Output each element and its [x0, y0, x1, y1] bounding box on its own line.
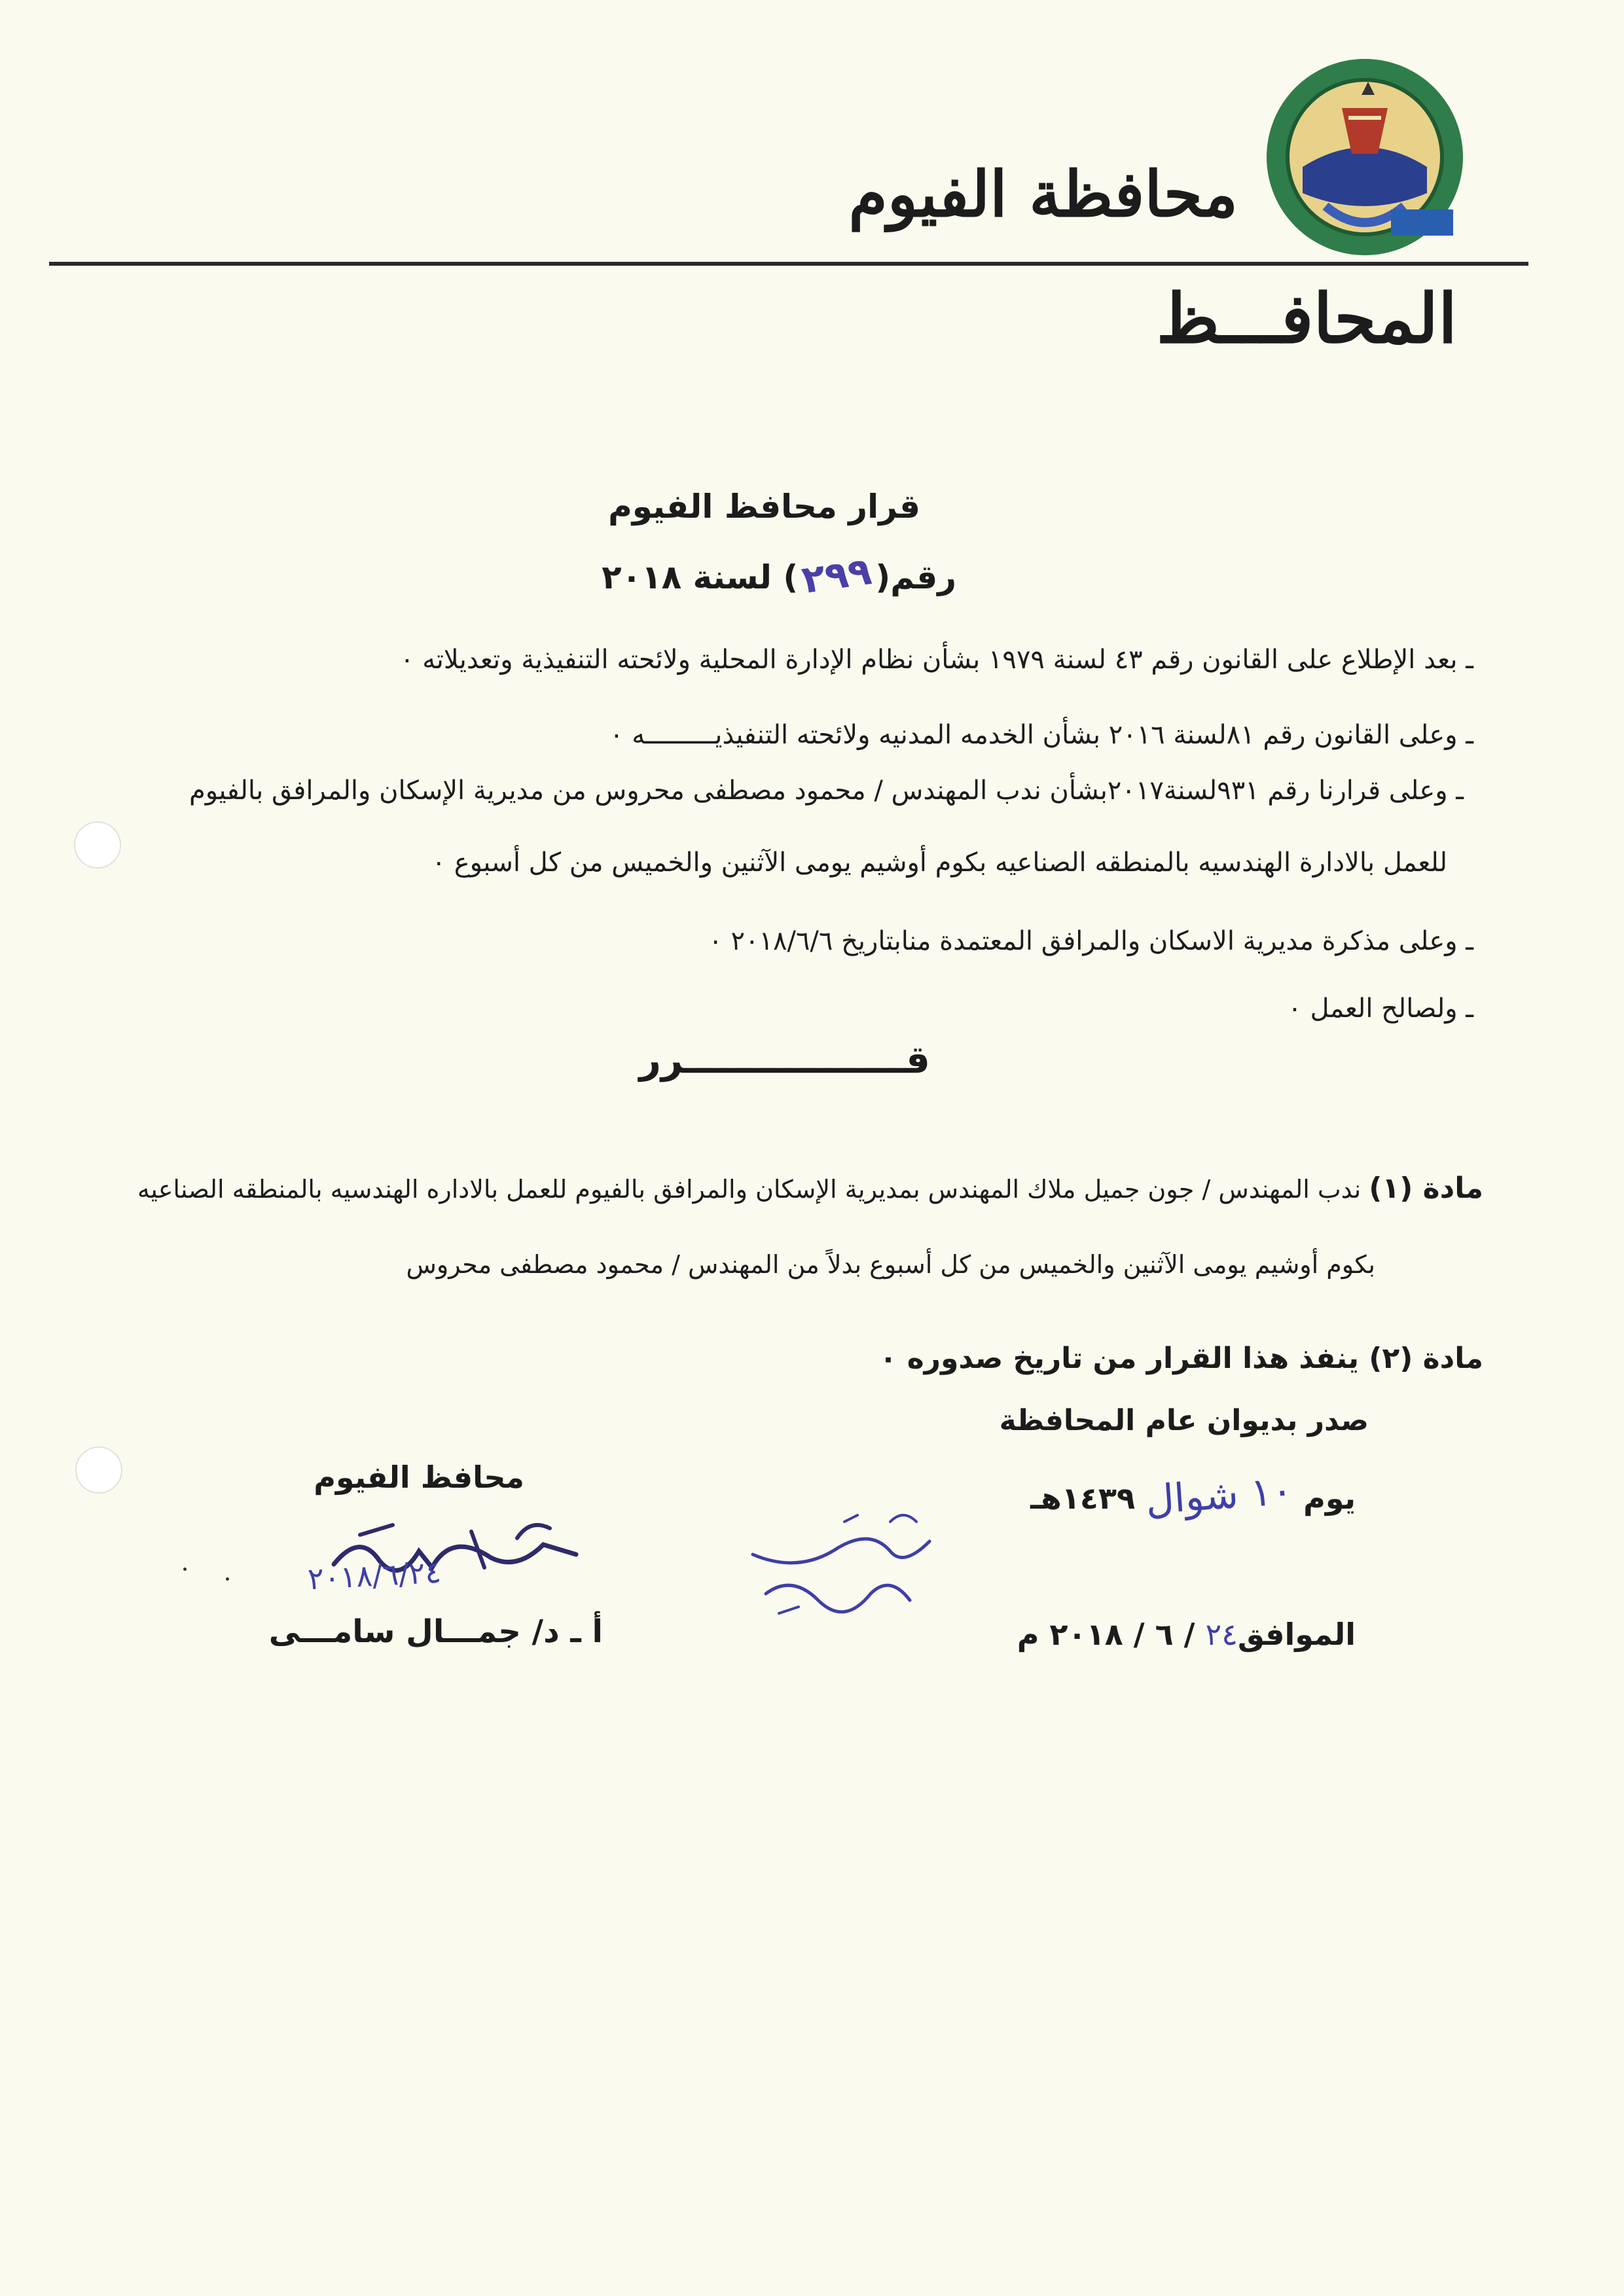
decision-number-prefix: رقم( — [875, 558, 956, 596]
corresponding-rest: / ٦ / ٢٠١٨ م — [1017, 1617, 1195, 1652]
decision-number — [602, 548, 956, 603]
scan-speck — [226, 1577, 229, 1581]
governorate-logo — [1263, 56, 1466, 259]
header-divider — [49, 262, 1528, 266]
punch-hole — [75, 1446, 122, 1494]
signatory-title: محافظ الفيوم — [314, 1460, 524, 1495]
corresponding-label: الموافق — [1237, 1617, 1356, 1652]
preamble-line: ـ بعد الإطلاع على القانون رقم ٤٣ لسنة ١٩٧٩ بشأن نظام الإدارة المحلية ولائحته التنفيذية وتعديلاته ٠ — [400, 645, 1473, 675]
governorate-name: محافظة الفيوم — [848, 157, 1238, 231]
day-handwritten: ١٠ شوال — [1144, 1467, 1295, 1524]
office-title: المحافـــظ — [1156, 278, 1457, 359]
preamble-line: ـ ولصالح العمل ٠ — [1288, 994, 1473, 1024]
issued-at: صدر بديوان عام المحافظة — [999, 1404, 1369, 1437]
article-1-text: ندب المهندس / جون جميل ملاك المهندس بمديرية الإسكان والمرافق بالفيوم للعمل بالاداره الهندسيه بالمنطقه الصناعيه — [137, 1175, 1362, 1204]
gregorian-date — [1017, 1617, 1356, 1652]
decides-heading: قـــــــــــــــــرر — [639, 1037, 930, 1082]
issue-day-line — [1030, 1467, 1356, 1524]
decision-title: قرار محافظ الفيوم — [608, 488, 920, 526]
signature-date: ٢٠١٨/٦/٢٤ — [306, 1554, 442, 1597]
article-2: مادة (٢) ينفذ هذا القرار من تاريخ صدوره ٠ — [879, 1342, 1483, 1375]
article-1-continuation: بكوم أوشيم يومى الآثنين والخميس من كل أسبوع بدلاً من المهندس / محمود مصطفى محروس — [406, 1250, 1375, 1279]
punch-hole — [74, 821, 121, 869]
scan-speck — [183, 1568, 187, 1571]
corresponding-day: ٢٤ — [1205, 1617, 1238, 1652]
article-1-label: مادة (١) — [1369, 1172, 1483, 1205]
decision-number-suffix: ) لسنة ٢٠١٨ — [602, 558, 799, 596]
decision-number-handwritten: ٢٩٩ — [799, 548, 875, 603]
day-label: يوم — [1303, 1480, 1356, 1516]
signatory-name: أ ـ د/ جمـــال سامـــى — [268, 1613, 603, 1650]
preamble-line: للعمل بالادارة الهندسيه بالمنطقه الصناعيه بكوم أوشيم يومى الآثنين والخميس من كل أسبوع ٠ — [431, 848, 1447, 878]
clerk-signature — [740, 1502, 956, 1640]
preamble-line: ـ وعلى مذكرة مديرية الاسكان والمرافق المعتمدة منابتاريخ ٢٠١٨/٦/٦ ٠ — [708, 926, 1473, 956]
preamble-line: ـ وعلى قرارنا رقم ٩٣١لسنة٢٠١٧بشأن ندب المهندس / محمود مصطفى محروس من مديرية الإسكان والمرافق بالفيوم — [189, 776, 1464, 806]
preamble-line: ـ وعلى القانون رقم ٨١لسنة ٢٠١٦ بشأن الخدمه المدنيه ولائحته التنفيذيـــــــــه ٠ — [609, 720, 1473, 750]
article-1 — [137, 1172, 1483, 1205]
hijri-year: ١٤٣٩هـ — [1030, 1480, 1136, 1516]
